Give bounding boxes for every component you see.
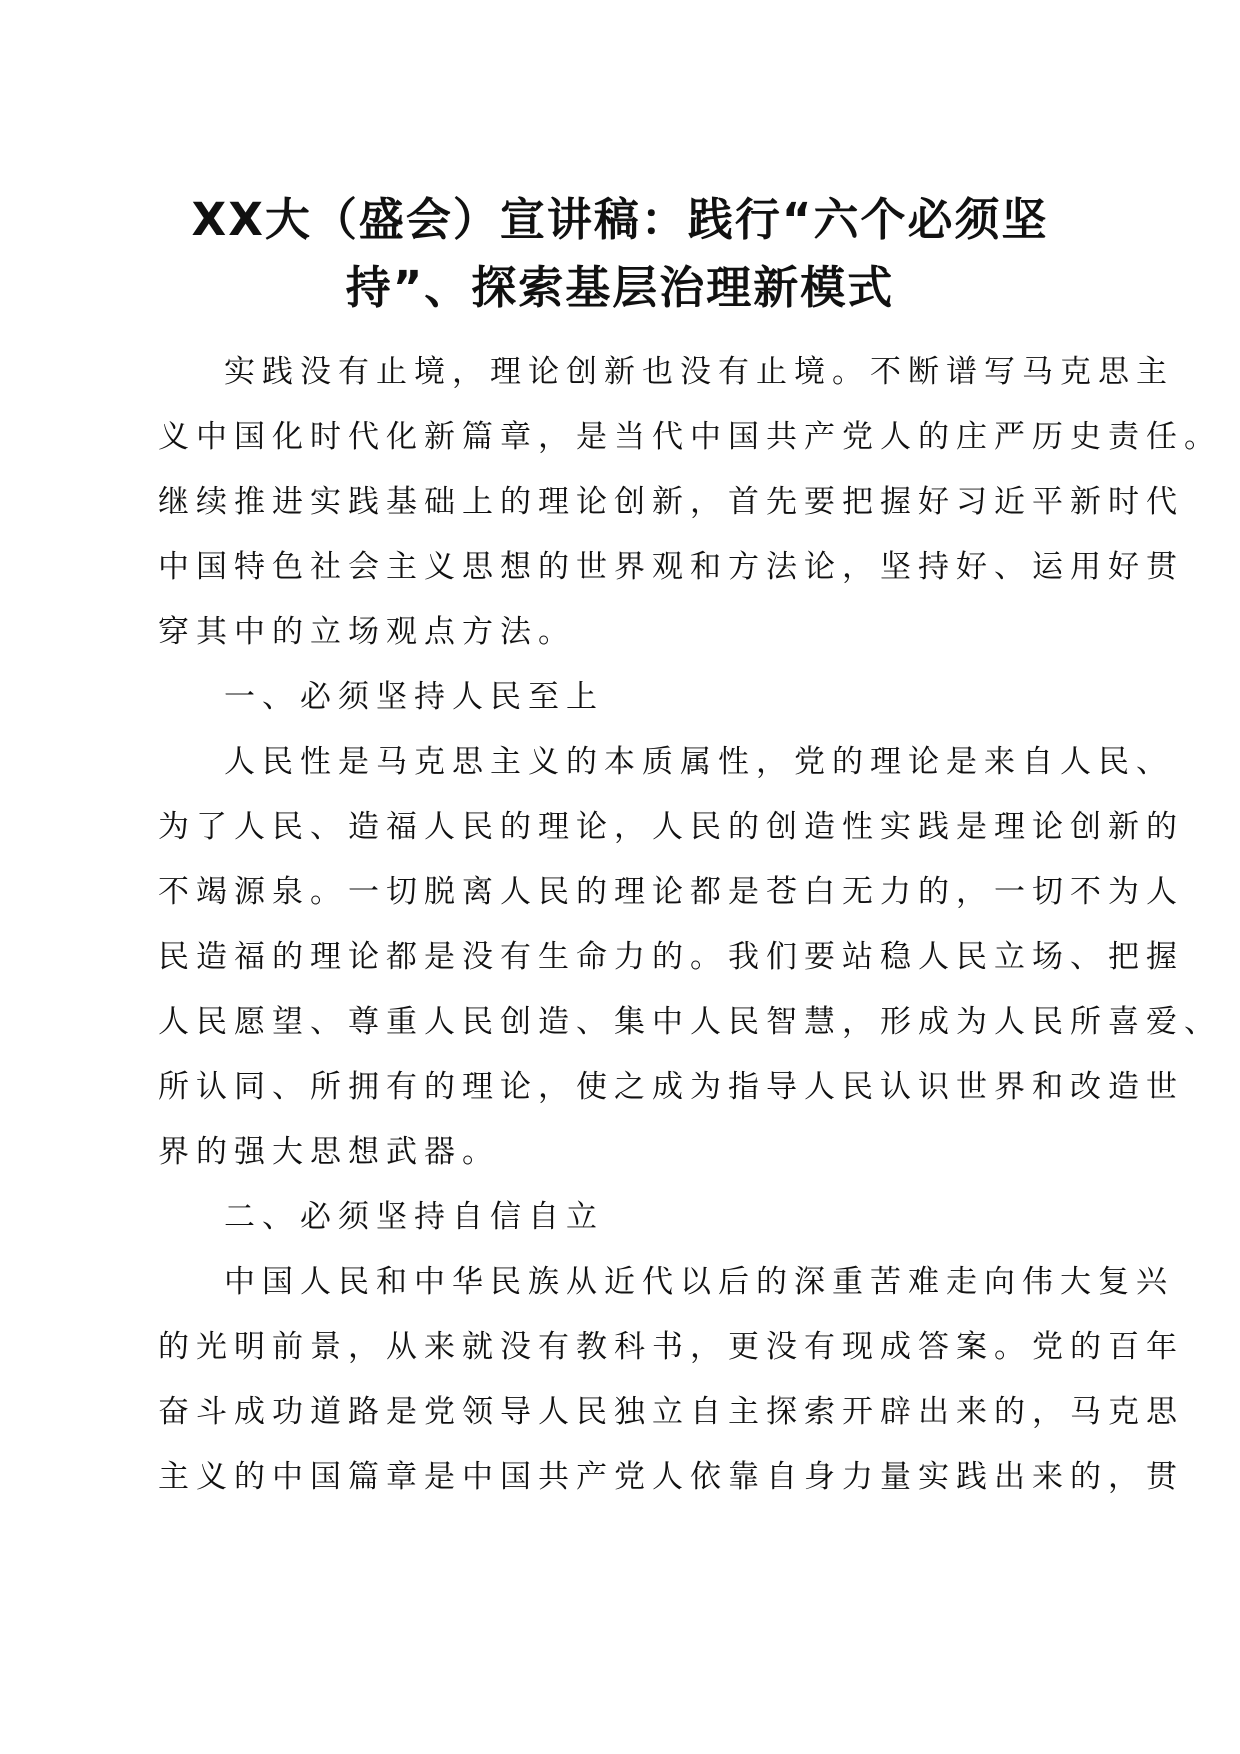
- paragraph-1-line-1: 实践没有止境，理论创新也没有止境。不断谱写马克思主: [224, 354, 1174, 390]
- paragraph-1-line-2: 义中国化时代化新篇章，是当代中国共产党人的庄严历史责任。: [158, 419, 1222, 455]
- paragraph-2-line-6: 所认同、所拥有的理论，使之成为指导人民认识世界和改造世: [158, 1069, 1184, 1105]
- paragraph-3-line-4: 主义的中国篇章是中国共产党人依靠自身力量实践出来的，贯: [158, 1459, 1184, 1495]
- paragraph-2-line-3: 不竭源泉。一切脱离人民的理论都是苍白无力的，一切不为人: [158, 874, 1184, 910]
- document-title-line-1: XX大（盛会）宣讲稿：践行“六个必须坚: [191, 193, 1049, 246]
- paragraph-3-line-2: 的光明前景，从来就没有教科书，更没有现成答案。党的百年: [158, 1329, 1184, 1365]
- paragraph-3-line-1: 中国人民和中华民族从近代以后的深重苦难走向伟大复兴: [224, 1264, 1174, 1300]
- section-heading-1: 一、必须坚持人民至上: [224, 679, 604, 715]
- paragraph-1-line-5: 穿其中的立场观点方法。: [158, 614, 576, 650]
- paragraph-3-line-3: 奋斗成功道路是党领导人民独立自主探索开辟出来的，马克思: [158, 1394, 1184, 1430]
- paragraph-1-line-3: 继续推进实践基础上的理论创新，首先要把握好习近平新时代: [158, 484, 1184, 520]
- paragraph-2-line-7: 界的强大思想武器。: [158, 1134, 500, 1170]
- paragraph-1-line-4: 中国特色社会主义思想的世界观和方法论，坚持好、运用好贯: [158, 549, 1184, 585]
- paragraph-2-line-1: 人民性是马克思主义的本质属性，党的理论是来自人民、: [224, 744, 1174, 780]
- paragraph-2-line-5: 人民愿望、尊重人民创造、集中人民智慧，形成为人民所喜爱、: [158, 1004, 1222, 1040]
- paragraph-2-line-4: 民造福的理论都是没有生命力的。我们要站稳人民立场、把握: [158, 939, 1184, 975]
- document-title-line-2: 持”、探索基层治理新模式: [345, 261, 895, 314]
- paragraph-2-line-2: 为了人民、造福人民的理论，人民的创造性实践是理论创新的: [158, 809, 1184, 845]
- section-heading-2: 二、必须坚持自信自立: [224, 1199, 604, 1235]
